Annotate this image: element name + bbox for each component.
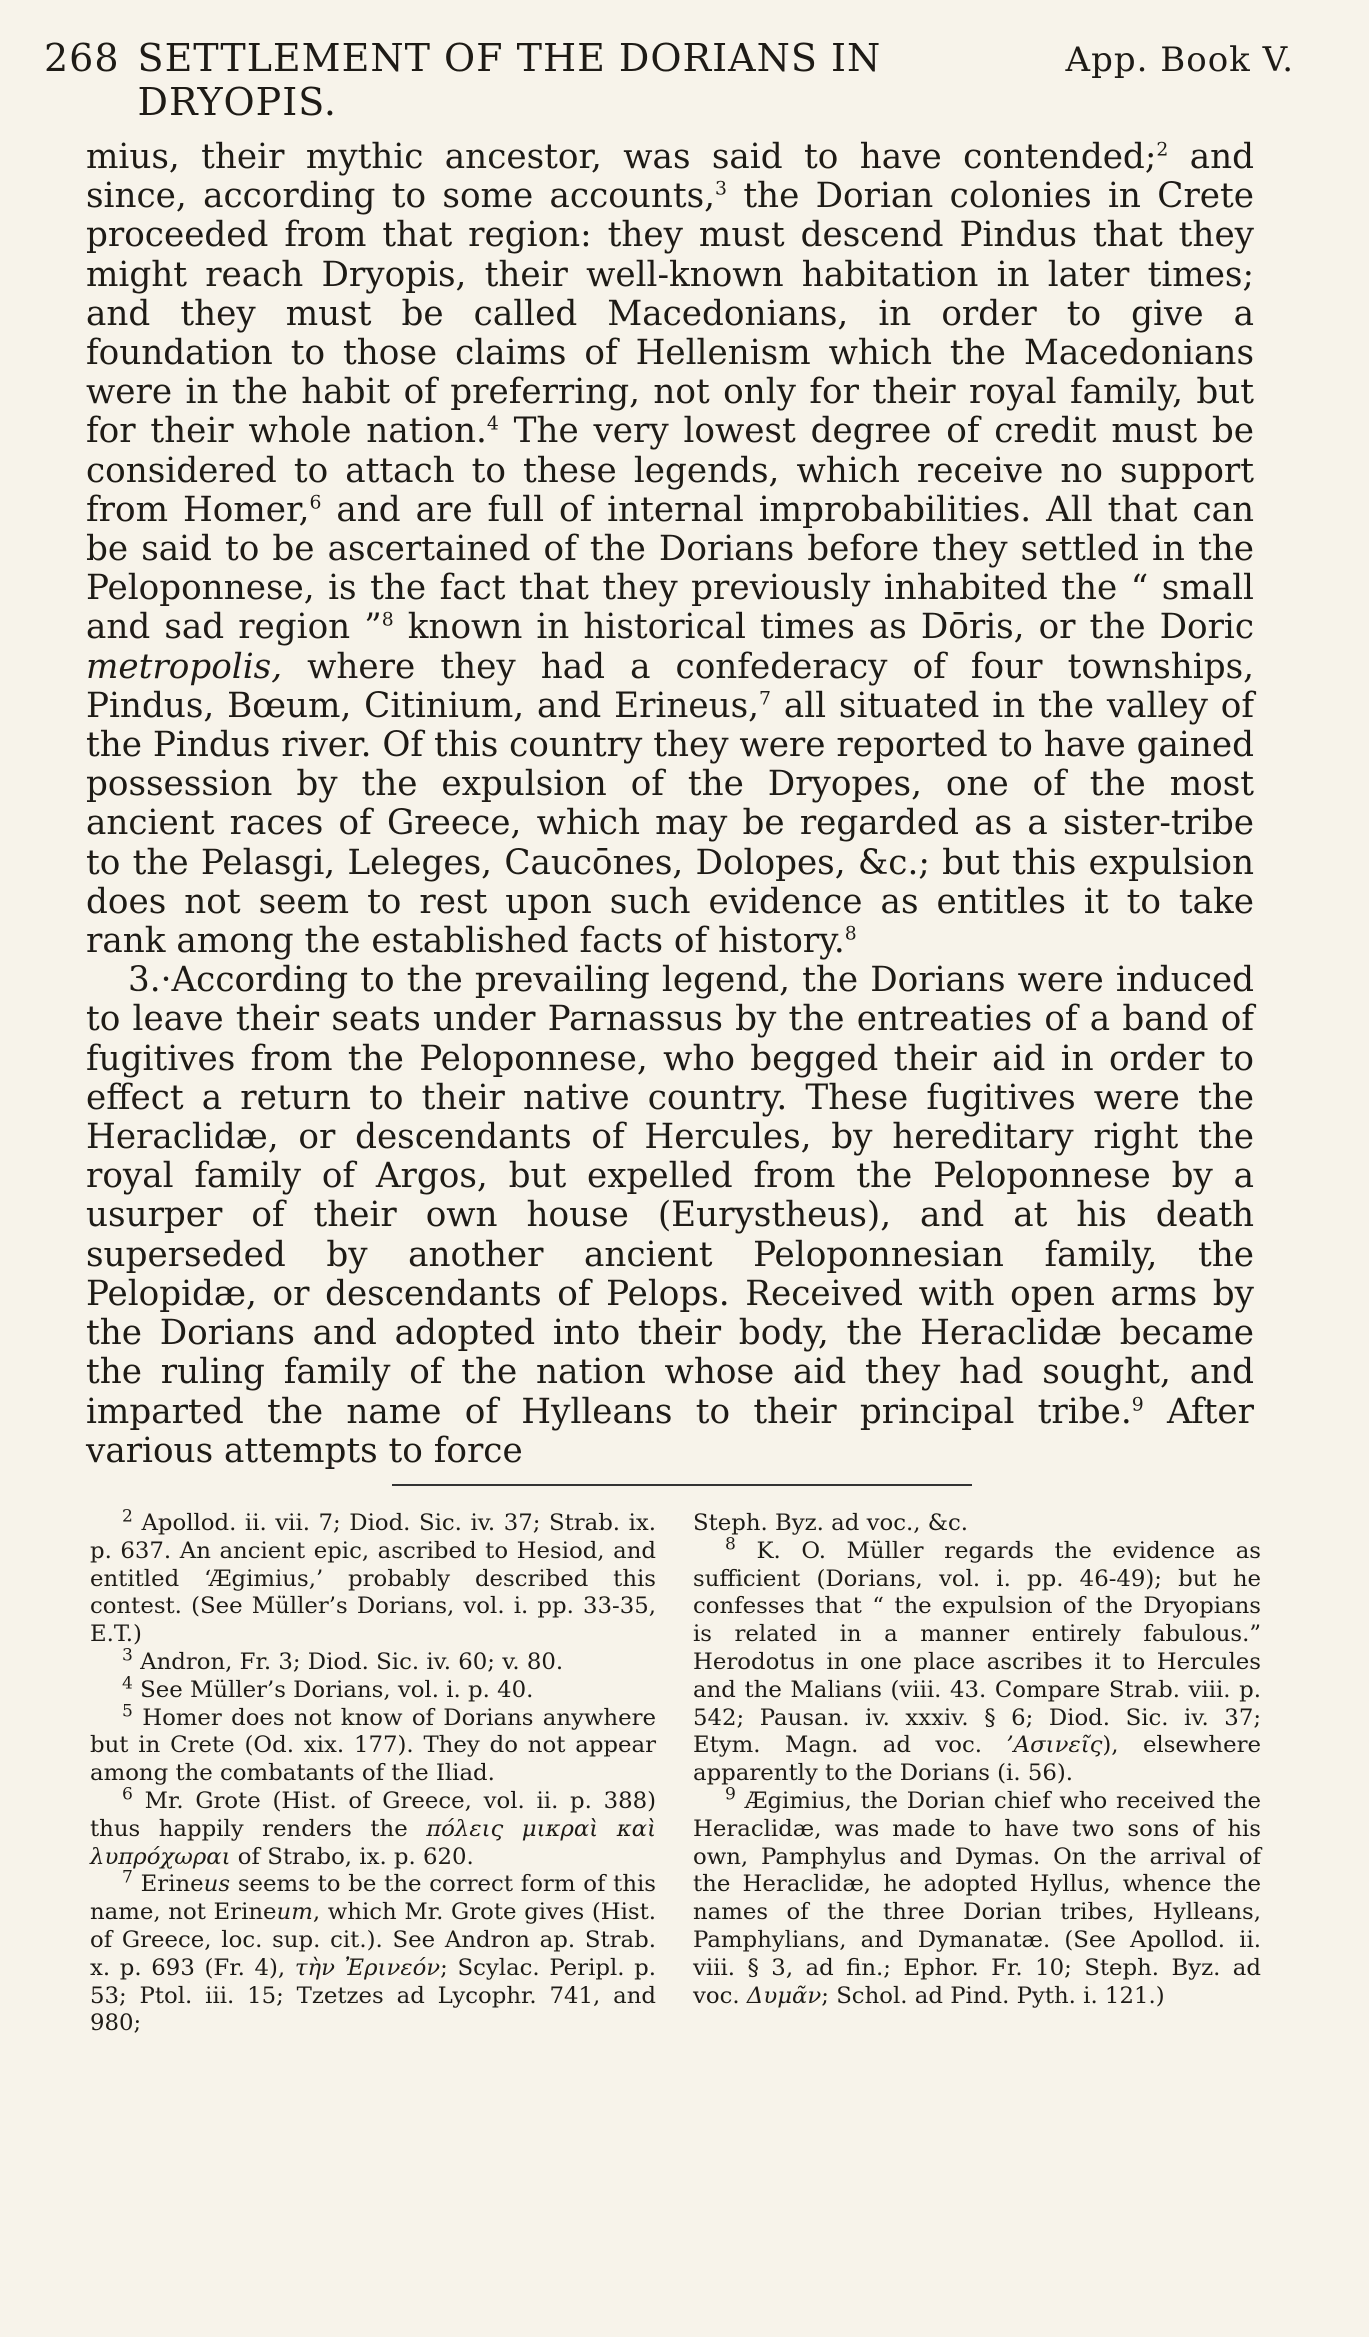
greek-text: τὴν Ἐρινεόν (294, 1954, 441, 1981)
footnote-text: Mr. Grote (Hist. of Greece, vol. ii. p. 388) thus happily renders the (90, 1787, 656, 1842)
footnote-text: Ægimius, the Dorian chief who received the Heraclidæ, was made to have two sons of his own, Pamphylus and Dymas. On the arrival of the Heraclidæ, he adopted Hyllus, whence the names of the three Dorian tribes, Hylleans, Pamphylians, and Dymanatæ. (See Apollod. ii. viii. § 3, ad fin.; Ephor. Fr. 10; Steph. Byz. ad voc. (693, 1787, 1262, 2009)
footnote-text: , which Mr. Grote gives (Hist. of Greece, loc. sup. cit.). See Andron ap. Strab. x. p. 693 (Fr. 4), (90, 1899, 656, 1981)
footnote-number: 4 (122, 1673, 133, 1694)
footnote-3 (90, 1645, 656, 1677)
greek-text: πόλεις μικραὶ καὶ λυπρόχωραι (90, 1815, 657, 1870)
footnote-6 (90, 1784, 657, 1871)
italic-run: um (276, 1899, 313, 1926)
text-run: where they had a confederacy of four townships, Pindus, Bœum, Citinium, and Erineus, (86, 646, 1254, 726)
footnote-8 (693, 1534, 1261, 1788)
footnote-ref: 6 (309, 492, 322, 514)
paragraph-2 (86, 961, 1254, 1471)
text-run: and are full of internal improbabilities. All that can be said to be ascertained of the Dorians before they settled in the Peloponnese, is the fact that they previously inhabited the “ small and sad region ” (86, 489, 1254, 648)
footnote-number: 6 (122, 1784, 133, 1805)
footnote-ref: 7 (759, 688, 772, 710)
footnote-text: seems to be the correct form of this name, not Erine (90, 1871, 656, 1926)
footnote-text: Andron, Fr. 3; Diod. Sic. iv. 60; v. 80. (140, 1648, 564, 1675)
footnote-text: ; Scylac. Peripl. p. 53; Ptol. iii. 15; Tzetzes ad Lycophr. 741, and 980; (90, 1954, 657, 2037)
footnote-ref: 9 (1131, 1394, 1144, 1416)
italic-run: us (203, 1871, 231, 1898)
footnote-number: 9 (725, 1784, 736, 1805)
footnote-7 (90, 1867, 657, 2038)
footnote-text: ), elsewhere apparently to the Dorians (i. 56). (693, 1732, 1261, 1787)
text-run: and since, according to some accounts, (86, 137, 1254, 217)
text-run: The very lowest degree of credit must be considered to attach to these legends, which receive no support from Homer, (86, 411, 1254, 530)
text-run: all situated in the valley of the Pindus river. Of this country they were reported to have gained possession by the expulsion of the Dryopes, one of the most ancient races of Greece, which may be regarded as a sister-tribe to the Pelasgi, Leleges, Caucōnes, Dolopes, &c.; but this expulsion does not seem to rest upon such evidence as entitles it to take rank among the established facts of history. (86, 685, 1255, 962)
footnote-text: of Strabo, ix. p. 620. (230, 1843, 474, 1870)
text-run: known in historical times as Dōris, or the Doric (393, 607, 1255, 648)
footnote-text: Erine (140, 1871, 204, 1898)
footnote-4 (90, 1673, 656, 1705)
footnote-9 (693, 1784, 1262, 2010)
footnote-text: Homer does not know of Dorians anywhere but in Crete (Od. xix. 177). They do not appear among the combatants of the Iliad. (90, 1704, 656, 1787)
text-run: After various attempts to force (86, 1391, 1255, 1471)
footnote-ref: 2 (1156, 139, 1169, 161)
running-title: SETTLEMENT OF THE DORIANS IN DRYOPIS. (137, 36, 882, 124)
main-text (86, 138, 1254, 1471)
page-number: 268 (44, 36, 120, 80)
footnotes-right-column (693, 1510, 1261, 2010)
footnote-5 (90, 1700, 656, 1788)
footnote-number: 2 (122, 1506, 133, 1527)
footnote-text: Apollod. ii. vii. 7; Diod. Sic. iv. 37; Strab. ix. p. 637. An ancient epic, ascribed to Hesiod, and entitled ‘Ægimius,’ probably described this contest. (See Müller’s Dorians, vol. i. pp. 33-35, E.T.) (90, 1510, 657, 1648)
footnote-2 (90, 1506, 657, 1649)
footnote-number: 5 (122, 1700, 133, 1721)
paragraph-1 (86, 138, 1254, 961)
footnote-7-continued: Steph. Byz. ad voc., &c. (693, 1510, 969, 1536)
footnote-text: K. O. Müller regards the evidence as sufficient (Dorians, vol. i. pp. 46-49); but he confesses that “ the expulsion of the Dryopians is related in a manner entirely fabulous.” Herodotus in one place ascribes it to Hercules and the Malians (viii. 43. Compare Strab. viii. p. 542; Pausan. iv. xxxiv. § 6; Diod. Sic. iv. 37; Etym. Magn. ad voc. (693, 1537, 1261, 1759)
greek-text: Δυμᾶν (746, 1982, 822, 2009)
footnotes-left-column (90, 1506, 657, 2038)
footnote-text: ; Schol. ad Pind. Pyth. i. 121.) (821, 1982, 1165, 2009)
footnote-text: See Müller’s Dorians, vol. i. p. 40. (140, 1676, 534, 1703)
greek-text: ’Ασινεῖς (1006, 1732, 1103, 1759)
text-run: 3.·According to the prevailing legend, the Dorians were induced to leave their seats under Parnassus by the entreaties of a band of fugitives from the Peloponnese, who begged their aid in order to effect a return to their native country. These fugitives were the Heraclidæ, or descendants of Hercules, by hereditary right the royal family of Argos, but expelled from the Peloponnese by a usurper of their own house (Eurystheus), and at his death superseded by another ancient Peloponnesian family, the Pelopidæ, or descendants of Pelops. Received with open arms by the Dorians and adopted into their body, the Heraclidæ became the ruling family of the nation whose aid they had sought, and imparted the name of Hylleans to their principal tribe. (86, 960, 1254, 1432)
running-header (44, 36, 1294, 124)
footnote-number: 3 (122, 1645, 133, 1666)
italic-run: metropolis, (86, 646, 283, 687)
text-run: the Dorian colonies in Crete proceeded from that region: they must descend Pindus that they might reach Dryopis, their well-known habitation in later times; and they must be called Macedonians, in order to give a foundation to those claims of Hellenism which the Macedonians were in the habit of preferring, not only for their royal family, but for their whole nation. (86, 176, 1254, 452)
section-label: App. Book V. (1065, 40, 1294, 80)
footnote-ref: 4 (486, 414, 499, 436)
text-run: mius, their mythic ancestor, was said to have contended; (86, 137, 1157, 177)
footnote-number: 8 (725, 1534, 736, 1555)
footnote-ref: 3 (715, 178, 727, 200)
footnote-ref: 8 (381, 610, 394, 632)
footnote-ref: 8 (844, 923, 857, 945)
footnote-divider (392, 1484, 972, 1486)
footnote-number: 7 (122, 1867, 133, 1888)
